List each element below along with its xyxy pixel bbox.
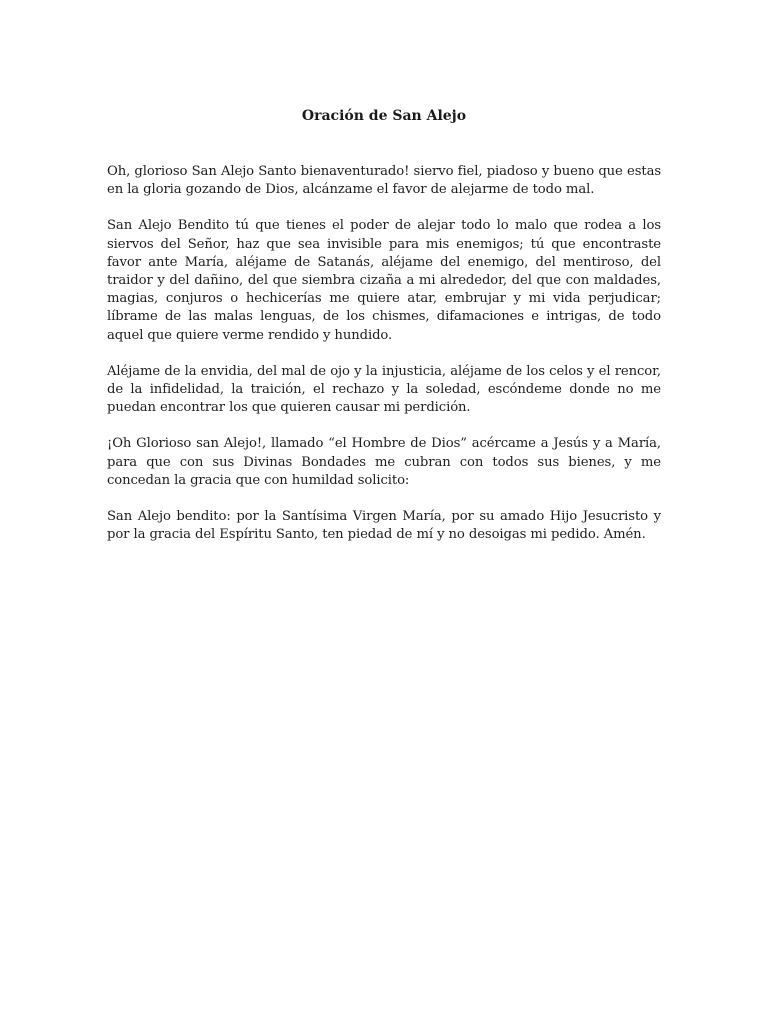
document-title: Oración de San Alejo <box>301 108 467 124</box>
paragraph-3: Aléjame de la envidia, del mal de ojo y la injusticia, aléjame de los celos y el rencor, de la infidelidad, la traición, el rechazo y la soledad, escóndeme donde no me puedan encontrar los que quieren causar mi perdición. <box>107 363 661 416</box>
paragraph-5: San Alejo bendito: por la Santísima Virgen María, por su amado Hijo Jesucristo y por la gracia del Espíritu Santo, ten piedad de mí y no desoigas mi pedido. Amén. <box>107 509 661 543</box>
paragraph-1: Oh, glorioso San Alejo Santo bienaventurado! siervo fiel, piadoso y bueno que estas en la gloria gozando de Dios, alcánzame el favor de alejarme de todo mal. <box>107 164 661 198</box>
paragraph-2: San Alejo Bendito tú que tienes el poder de alejar todo lo malo que rodea a los siervos del Señor, haz que sea invisible para mis enemigos; tú que encontraste favor ante María, aléjame de Satanás, aléjame del enemigo, del mentiroso, del traidor y del dañino, del que siembra cizaña a mi alrededor, del que con maldades, magias, conjuros o hechicerías me quiere atar, embrujar y mi vida perjudicar; líbrame de las malas lenguas, de los chismes, difamaciones e intrigas, de todo aquel que quiere verme rendido y hundido. <box>107 218 661 343</box>
document-body <box>107 163 661 562</box>
paragraph-4: ¡Oh Glorioso san Alejo!, llamado “el Hombre de Dios” acércame a Jesús y a María, para que con sus Divinas Bondades me cubran con todos sus bienes, y me concedan la gracia que con humildad solicito: <box>107 436 661 488</box>
